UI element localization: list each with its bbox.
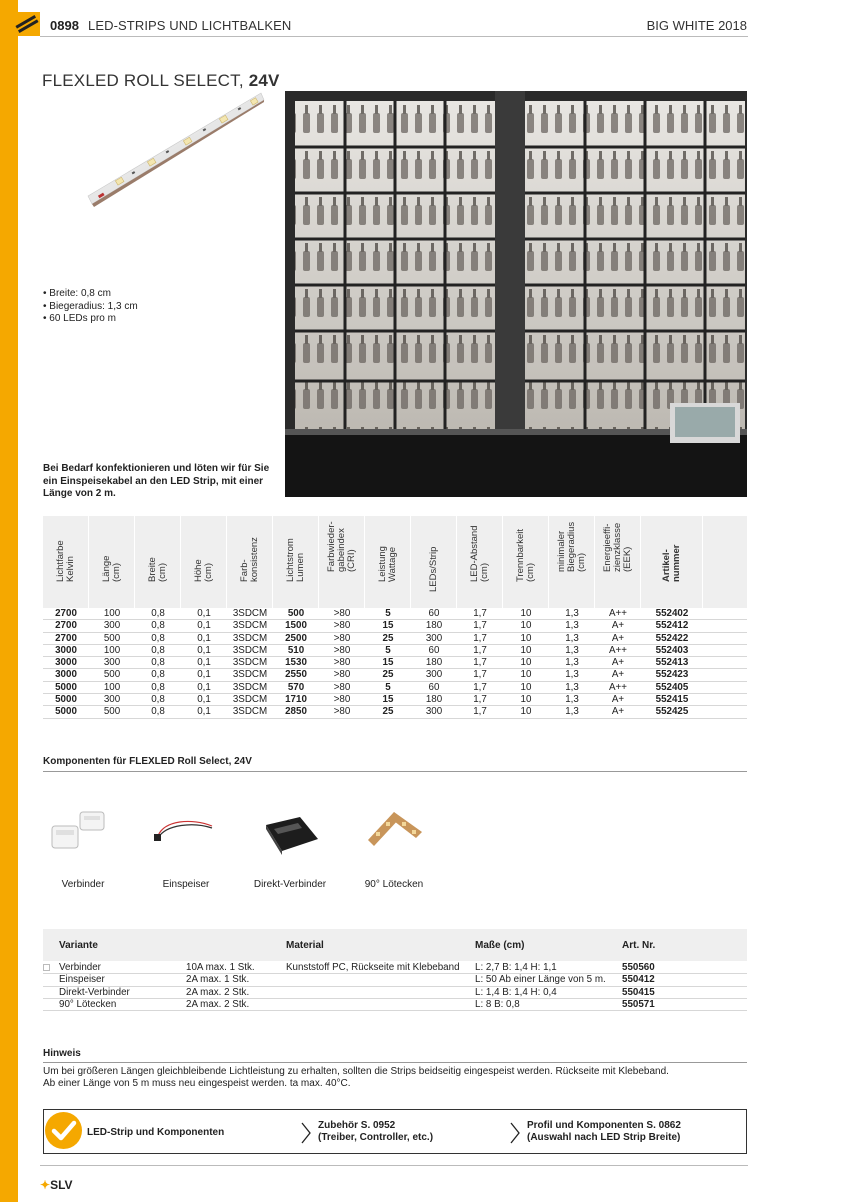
- table-cell: >80: [333, 608, 351, 619]
- table-cell: 0,1: [197, 681, 211, 693]
- table-cell: 1500: [285, 620, 307, 632]
- solder-corner-image: [364, 804, 426, 860]
- table-cell: 180: [425, 694, 443, 706]
- table-row: [43, 645, 747, 657]
- table-cell: 0,1: [197, 706, 211, 718]
- table-cell: 3000: [55, 644, 77, 656]
- side-accent-bar: [0, 0, 18, 1202]
- section-title: LED-STRIPS UND LICHTBALKEN: [88, 18, 292, 33]
- table-cell: 1,7: [473, 706, 487, 718]
- table-cell: 0,1: [197, 669, 211, 681]
- table-cell: 0,8: [151, 608, 165, 619]
- table-cell: 3000: [55, 657, 77, 669]
- table-cell: 0,8: [151, 706, 165, 718]
- table-cell: A+: [611, 669, 625, 681]
- table-cell: 1,7: [473, 681, 487, 693]
- table-cell: >80: [333, 644, 351, 656]
- table-cell: 5: [385, 608, 391, 619]
- col-header: Farbwieder- gabeindex (CRI): [319, 516, 365, 608]
- table-cell: 500: [103, 632, 121, 644]
- direct-connector-image: [262, 811, 322, 859]
- table-cell: 300: [425, 706, 443, 718]
- table-cell: 0,1: [197, 694, 211, 706]
- table-cell: >80: [333, 632, 351, 644]
- table-cell: 1,7: [473, 694, 487, 706]
- led-strip-image: [86, 88, 266, 212]
- table-cell: A+: [611, 694, 625, 706]
- table-cell: 0,1: [197, 644, 211, 656]
- table-cell: 60: [428, 608, 440, 619]
- table-cell: 5000: [55, 681, 77, 693]
- table-cell: 500: [103, 706, 121, 718]
- table-cell: 552405: [655, 681, 689, 693]
- table-cell: 2700: [55, 632, 77, 644]
- nav-item-current: LED-Strip und Komponenten: [87, 1127, 225, 1138]
- table-cell: 3SDCM: [232, 657, 268, 669]
- table-cell: 0,8: [151, 694, 165, 706]
- component-label: 90° Lötecken: [364, 879, 424, 890]
- spec-table-header: [43, 516, 747, 608]
- table-cell: A+: [611, 657, 625, 669]
- table-row: [43, 682, 747, 694]
- table-cell: L: 2,7 B: 1,4 H: 1,1: [475, 962, 557, 973]
- table-cell: 3SDCM: [232, 681, 268, 693]
- table-cell: 3SDCM: [232, 694, 268, 706]
- table-cell: 10: [520, 681, 532, 693]
- table-cell: 550560: [622, 962, 655, 973]
- table-row: [43, 962, 747, 974]
- table-cell: 25: [382, 706, 394, 718]
- table-cell: 300: [103, 657, 121, 669]
- table-cell: 90° Lötecken: [59, 998, 117, 1010]
- table-row: [43, 706, 747, 718]
- table-cell: A++: [609, 681, 627, 693]
- table-cell: 300: [103, 694, 121, 706]
- chevron-right-icon: [510, 1122, 520, 1144]
- brand-logo: ✦SLV: [40, 1178, 73, 1192]
- table-cell: 0,1: [197, 608, 211, 619]
- table-cell: 15: [382, 694, 394, 706]
- table-cell: 0,8: [151, 657, 165, 669]
- table-cell: 550415: [622, 986, 655, 998]
- footer-divider: [40, 1165, 748, 1166]
- table-row: [43, 669, 747, 681]
- connector-image: [48, 806, 110, 858]
- page-number: 0898: [50, 18, 79, 33]
- table-cell: 1,3: [565, 657, 579, 669]
- table-row: [43, 620, 747, 632]
- col-header: Höhe (cm): [181, 516, 227, 608]
- table-cell: 2550: [285, 669, 307, 681]
- table-cell: L: 8 B: 0,8: [475, 998, 520, 1010]
- table-cell: 500: [287, 608, 305, 619]
- table-cell: 2A max. 1 Stk.: [186, 974, 250, 986]
- table-cell: Einspeiser: [59, 974, 105, 986]
- table-cell: 100: [103, 681, 121, 693]
- table-cell: 15: [382, 620, 394, 632]
- table-cell: 552415: [655, 694, 689, 706]
- table-cell: 1,3: [565, 644, 579, 656]
- table-cell: 1,7: [473, 644, 487, 656]
- table-cell: 10A max. 1 Stk.: [186, 962, 255, 973]
- col-header: LED-Abstand (cm): [457, 516, 503, 608]
- col-header: minimaler Biegeradius (cm): [549, 516, 595, 608]
- table-cell: 552412: [655, 620, 689, 632]
- table-cell: L: 1,4 B: 1,4 H: 0,4: [475, 986, 557, 998]
- table-cell: >80: [333, 620, 351, 632]
- hint-title: Hinweis: [43, 1048, 81, 1059]
- table-cell: >80: [333, 706, 351, 718]
- table-cell: 570: [287, 681, 305, 693]
- table-cell: 3SDCM: [232, 632, 268, 644]
- table-row: [43, 633, 747, 645]
- col-header-article: Artikel- nummer: [641, 516, 703, 608]
- table-cell: 1,7: [473, 608, 487, 619]
- hint-text: Um bei größeren Längen gleichbleibende Lichtleistung zu erhalten, sollten die Strips beidseitig eingespeist werden. Rückseite mit Klebeband. Ab einer Länge von 5 m muss neu eingespeist werden. ta max. 40°C.: [43, 1066, 669, 1089]
- feature-list: [43, 288, 138, 326]
- table-cell: 15: [382, 657, 394, 669]
- table-cell: 5000: [55, 694, 77, 706]
- checkbox[interactable]: [43, 964, 50, 971]
- table-cell: 1,3: [565, 681, 579, 693]
- table-cell: 10: [520, 644, 532, 656]
- table-cell: 60: [428, 681, 440, 693]
- col-header: Farb- konsistenz: [227, 516, 273, 608]
- col-header-material: Material: [286, 940, 324, 951]
- catalog-title: BIG WHITE 2018: [646, 18, 747, 33]
- table-cell: 1,7: [473, 669, 487, 681]
- table-cell: 1530: [285, 657, 307, 669]
- variants-table-header: [43, 929, 747, 961]
- col-header: Lichtfarbe Kelvin: [43, 516, 89, 608]
- table-cell: 552413: [655, 657, 689, 669]
- feature-item: • Biegeradius: 1,3 cm: [43, 300, 138, 312]
- table-cell: 0,8: [151, 620, 165, 632]
- table-cell: 3SDCM: [232, 644, 268, 656]
- table-cell: 10: [520, 706, 532, 718]
- spec-table-body: [43, 608, 747, 719]
- table-cell: 100: [103, 644, 121, 656]
- table-cell: 10: [520, 694, 532, 706]
- table-cell: 1,7: [473, 657, 487, 669]
- table-cell: 1,3: [565, 706, 579, 718]
- table-cell: 3SDCM: [232, 620, 268, 632]
- table-cell: 300: [425, 632, 443, 644]
- components-title: Komponenten für FLEXLED Roll Select, 24V: [43, 756, 252, 767]
- table-cell: 0,1: [197, 632, 211, 644]
- table-cell: Verbinder: [59, 962, 101, 973]
- table-cell: 10: [520, 620, 532, 632]
- variants-table-body: [43, 962, 747, 1011]
- col-header-art: Art. Nr.: [622, 940, 656, 951]
- table-cell: 2A max. 2 Stk.: [186, 986, 250, 998]
- col-header: LEDs/Strip: [411, 516, 457, 608]
- logo-star-icon: ✦: [40, 1178, 51, 1192]
- table-cell: 0,1: [197, 620, 211, 632]
- table-cell: 10: [520, 608, 532, 619]
- table-row: [43, 974, 747, 986]
- table-cell: 550412: [622, 974, 655, 986]
- table-cell: 1,3: [565, 694, 579, 706]
- table-cell: 1,3: [565, 620, 579, 632]
- header-divider: [40, 36, 748, 37]
- table-cell: 25: [382, 632, 394, 644]
- table-cell: 552403: [655, 644, 689, 656]
- product-note: Bei Bedarf konfektionieren und löten wir für Sie ein Einspeisekabel an den LED Strip, mit einer Länge von 2 m.: [43, 463, 270, 499]
- table-cell: 180: [425, 657, 443, 669]
- table-row: [43, 999, 747, 1011]
- table-cell: 1710: [285, 694, 307, 706]
- table-cell: 2700: [55, 620, 77, 632]
- table-cell: 100: [103, 608, 121, 619]
- table-cell: 3SDCM: [232, 608, 268, 619]
- col-header-dimensions: Maße (cm): [475, 940, 525, 951]
- spec-table: [43, 516, 747, 719]
- checkmark-icon: [45, 1112, 82, 1149]
- table-cell: 2700: [55, 608, 77, 619]
- table-cell: >80: [333, 681, 351, 693]
- col-header: Leistung Wattage: [365, 516, 411, 608]
- table-cell: 5000: [55, 706, 77, 718]
- table-cell: 3SDCM: [232, 706, 268, 718]
- table-cell: A+: [611, 632, 625, 644]
- table-cell: 1,7: [473, 632, 487, 644]
- col-header: Trennbarkeit (cm): [503, 516, 549, 608]
- table-cell: 10: [520, 632, 532, 644]
- table-cell: >80: [333, 669, 351, 681]
- table-row: [43, 657, 747, 669]
- table-cell: A++: [609, 608, 627, 619]
- table-cell: 552422: [655, 632, 689, 644]
- led-strip-section-icon: [14, 12, 40, 36]
- col-header: Breite (cm): [135, 516, 181, 608]
- product-title: FLEXLED ROLL SELECT, 24V: [42, 71, 280, 90]
- nav-link-profiles[interactable]: Profil und Komponenten S. 0862 (Auswahl nach LED Strip Breite): [527, 1120, 681, 1143]
- table-cell: >80: [333, 657, 351, 669]
- table-cell: 1,3: [565, 632, 579, 644]
- table-cell: 510: [287, 644, 305, 656]
- table-cell: 10: [520, 669, 532, 681]
- bar-shelf-photo: [285, 91, 747, 497]
- table-cell: A+: [611, 706, 625, 718]
- table-cell: 2850: [285, 706, 307, 718]
- table-cell: A++: [609, 644, 627, 656]
- table-cell: 0,1: [197, 657, 211, 669]
- table-cell: 500: [103, 669, 121, 681]
- component-label: Einspeiser: [162, 879, 210, 890]
- table-cell: 2500: [285, 632, 307, 644]
- table-cell: 0,8: [151, 644, 165, 656]
- table-cell: 1,3: [565, 669, 579, 681]
- nav-link-accessories[interactable]: Zubehör S. 0952 (Treiber, Controller, etc.): [318, 1120, 434, 1143]
- table-cell: 3000: [55, 669, 77, 681]
- table-cell: L: 50 Ab einer Länge von 5 m.: [475, 974, 606, 986]
- table-cell: A+: [611, 620, 625, 632]
- table-cell: 1,7: [473, 620, 487, 632]
- table-row: [43, 987, 747, 999]
- table-cell: 552402: [655, 608, 689, 619]
- table-cell: 0,8: [151, 632, 165, 644]
- table-cell: 552423: [655, 669, 689, 681]
- table-cell: >80: [333, 694, 351, 706]
- table-cell: 60: [428, 644, 440, 656]
- feature-item: • Breite: 0,8 cm: [43, 288, 111, 299]
- table-cell: 300: [425, 669, 443, 681]
- table-row: [43, 608, 747, 620]
- table-cell: 10: [520, 657, 532, 669]
- table-row: [43, 694, 747, 706]
- table-cell: 0,8: [151, 681, 165, 693]
- col-header: Energieeffi- zienzklasse (EEK): [595, 516, 641, 608]
- table-cell: 552425: [655, 706, 689, 718]
- table-cell: Direkt-Verbinder: [59, 986, 130, 998]
- table-cell: 180: [425, 620, 443, 632]
- col-header: Länge (cm): [89, 516, 135, 608]
- component-label: Direkt-Verbinder: [253, 879, 327, 890]
- table-cell: 550571: [622, 998, 655, 1010]
- col-header-variant: Variante: [59, 940, 98, 951]
- table-cell: 300: [103, 620, 121, 632]
- feature-item: • 60 LEDs pro m: [43, 313, 116, 324]
- component-label: Verbinder: [61, 879, 105, 890]
- feed-cable-image: [152, 814, 216, 848]
- table-cell: 3SDCM: [232, 669, 268, 681]
- table-cell: 2A max. 2 Stk.: [186, 998, 250, 1010]
- table-cell: 5: [385, 644, 391, 656]
- table-cell: 5: [385, 681, 391, 693]
- col-header: Lichtstrom Lumen: [273, 516, 319, 608]
- hint-divider: [43, 1062, 747, 1063]
- table-cell: 25: [382, 669, 394, 681]
- table-cell: 1,3: [565, 608, 579, 619]
- table-cell: 0,8: [151, 669, 165, 681]
- table-cell: Kunststoff PC, Rückseite mit Klebeband: [286, 962, 460, 973]
- components-divider: [43, 771, 747, 772]
- chevron-right-icon: [301, 1122, 311, 1144]
